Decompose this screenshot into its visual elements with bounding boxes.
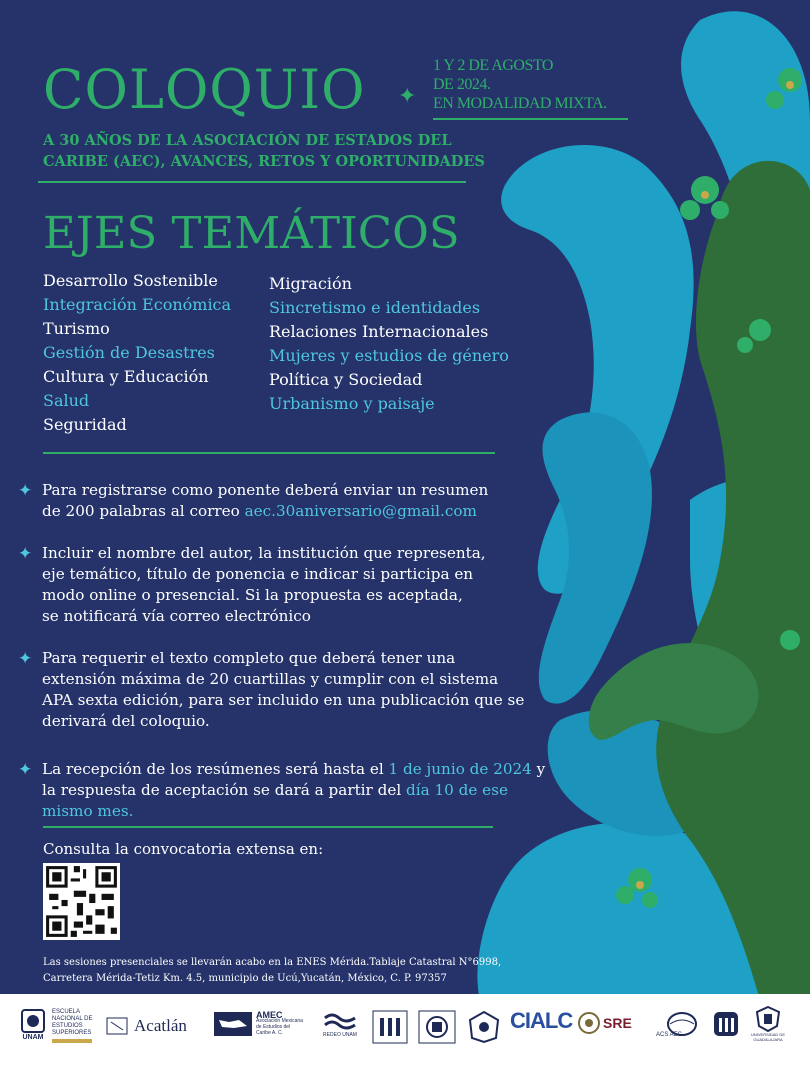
email-link[interactable]: aec.30aniversario@gmail.com (244, 502, 477, 520)
amec-text: AMEC (256, 1010, 283, 1020)
divider (38, 181, 466, 183)
eje-item: Política y Sociedad (269, 370, 423, 389)
date-line: EN MODALIDAD MIXTA. (433, 95, 607, 112)
ejes-heading: EJES TEMÁTICOS (43, 208, 460, 259)
ejes-left-list (43, 269, 231, 437)
footnote-line: Las sesiones presenciales se llevarán acabo en la ENES Mérida.Tablaje Catastral N°6998, (43, 957, 502, 968)
enes-text: NACIONAL DE (52, 1016, 93, 1022)
enes-logo (52, 1009, 92, 1043)
acs-text: ACS AEC (656, 1032, 683, 1038)
instruction-item (18, 480, 558, 522)
date-line: 1 Y 2 DE AGOSTO (433, 57, 553, 74)
instruction-line: La recepción de los resúmenes será hasta el (42, 760, 389, 778)
unam-shield-icon (20, 1008, 46, 1034)
udg-text: UNIVERSIDAD DE GUADALAJARA (750, 1032, 785, 1042)
eje-item: Integración Económica (43, 295, 232, 314)
institution-logo-2 (418, 1010, 456, 1044)
amec-logo (214, 1012, 303, 1036)
enes-text: ESTUDIOS (52, 1023, 83, 1029)
amec-sub-text: Caribe A. C. (256, 1030, 283, 1036)
building-icon (372, 1010, 408, 1044)
divider (433, 118, 628, 120)
institution-logo-3 (466, 1010, 502, 1044)
amec-map-icon (214, 1012, 252, 1036)
eje-item: Sincretismo e identidades (269, 298, 481, 317)
subtitle (43, 130, 485, 172)
redeo-text: REDEO UNAM (323, 1032, 357, 1038)
sre-text: SRE (603, 1015, 632, 1031)
instruction-line: de 200 palabras al correo (42, 502, 245, 520)
mexico-eagle-icon (578, 1012, 600, 1034)
footnote (43, 955, 501, 987)
redeo-waves-icon (323, 1010, 357, 1032)
instruction-line: extensión máxima de 20 cuartillas y cumplir con el sistema (42, 670, 499, 688)
eje-item: Migración (269, 274, 352, 293)
subtitle-line: A 30 AÑOS DE LA ASOCIACIÓN DE ESTADOS DEL (43, 132, 452, 149)
instruction-line: Para requerir el texto completo que deberá tener una (42, 649, 456, 667)
acatlan-text: Acatlán (134, 1016, 187, 1035)
udg-logo (748, 1006, 788, 1042)
response-date-cont: mismo mes. (42, 802, 134, 820)
fes-emblem-icon (106, 1017, 128, 1035)
eje-item: Seguridad (43, 415, 127, 434)
ejes-right-list (269, 272, 509, 416)
eje-item: Cultura y Educación (43, 367, 209, 386)
instruction-line: se notificará vía correo electrónico (42, 607, 311, 625)
date-line: DE 2024. (433, 76, 491, 93)
columns-icon (712, 1008, 740, 1038)
deadline-date: 1 de junio de 2024 (388, 760, 532, 778)
diamond-icon: ✦ (398, 84, 417, 109)
seal-icon (418, 1010, 456, 1044)
amec-sub-text: de Estudios del (256, 1024, 291, 1030)
instruction-line: Incluir el nombre del autor, la institución que representa, (42, 544, 486, 562)
instruction-line: la respuesta de aceptación se dará a partir del (42, 781, 407, 799)
amec-sub-text: Asociación Mexicana (256, 1018, 303, 1024)
eje-item: Relaciones Internacionales (269, 322, 489, 341)
eje-item: Desarrollo Sostenible (43, 271, 218, 290)
enes-text: ESCUELA (52, 1009, 81, 1015)
eje-item: Mujeres y estudios de género (269, 346, 509, 365)
logo-bar (0, 994, 810, 1067)
instruction-line: derivará del coloquio. (42, 712, 210, 730)
sre-logo (578, 1012, 632, 1034)
unam-text: UNAM (22, 1034, 44, 1041)
diamond-bullet-icon: ✦ (18, 649, 33, 669)
enes-text: SUPERIORES (52, 1030, 92, 1036)
divider (43, 826, 493, 828)
institution-logo-1 (372, 1010, 408, 1044)
unam-logo (18, 1008, 48, 1041)
instruction-line: eje temático, título de ponencia e indicar si participa en (42, 565, 474, 583)
divider (43, 452, 495, 454)
diamond-bullet-icon: ✦ (18, 760, 33, 780)
diamond-bullet-icon: ✦ (18, 481, 33, 501)
consulta-label: Consulta la convocatoria extensa en: (43, 840, 324, 858)
enes-bar (52, 1039, 92, 1043)
eje-item: Turismo (43, 319, 110, 338)
instruction-line: APA sexta edición, para ser incluido en una publicación que se (42, 691, 525, 709)
acs-logo (656, 1010, 708, 1040)
institution-logo-4 (712, 1008, 740, 1038)
crest-icon (466, 1010, 502, 1044)
eje-item: Salud (43, 391, 90, 410)
instruction-item (18, 543, 558, 627)
instruction-item (18, 759, 558, 822)
udg-shield-icon (756, 1006, 780, 1032)
eje-item: Gestión de Desastres (43, 343, 215, 362)
acatlan-logo (106, 1016, 187, 1036)
diamond-bullet-icon: ✦ (18, 544, 33, 564)
eje-item: Urbanismo y paisaje (269, 394, 435, 413)
redeo-logo (323, 1010, 357, 1038)
instruction-line: modo online o presencial. Si la propuesta es aceptada, (42, 586, 463, 604)
cialc-logo (510, 1008, 572, 1034)
subtitle-line: CARIBE (AEC), AVANCES, RETOS Y OPORTUNIDADES (43, 153, 485, 170)
event-dates (433, 56, 607, 113)
instruction-item (18, 648, 558, 732)
footnote-line: Carretera Mérida-Tetiz Km. 4.5, municipio de Ucú,Yucatán, México, C. P. 97357 (43, 973, 447, 984)
cialc-text: CIALC (510, 1008, 573, 1033)
response-date: día 10 de ese (406, 781, 508, 799)
qr-code[interactable] (43, 863, 120, 940)
instruction-line: Para registrarse como ponente deberá enviar un resumen (42, 481, 489, 499)
instruction-line: y (531, 760, 546, 778)
page-title: COLOQUIO (43, 58, 366, 121)
